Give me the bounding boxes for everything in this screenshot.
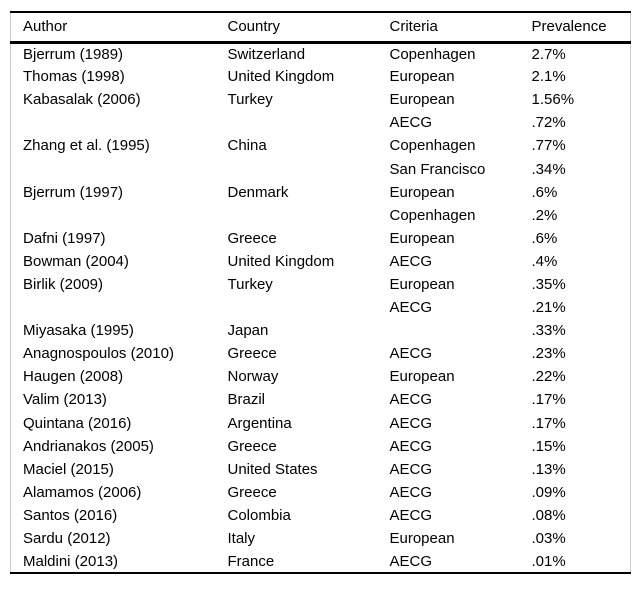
table-row [11,296,631,319]
cell-country: United Kingdom [227,68,335,86]
cell-country: United Kingdom [227,252,335,270]
prevalence-studies-table [10,11,631,574]
column-header-country: Country [227,18,281,36]
cell-prevalence: .17% [531,414,566,432]
cell-criteria: European [389,91,455,109]
cell-prevalence: .03% [531,530,566,548]
cell-prevalence: .34% [531,160,566,178]
cell-author [11,111,216,134]
cell-author: Zhang et al. (1995) [23,137,150,155]
cell-author: Haugen (2008) [23,368,124,386]
table-row [11,42,631,65]
cell-criteria: AECG [389,414,433,432]
cell-criteria: AECG [389,391,433,409]
table-row [11,134,631,157]
table-row [11,273,631,296]
cell-criteria: AECG [389,437,433,455]
table-row [11,435,631,458]
cell-country [216,111,378,134]
cell-author: Bjerrum (1989) [23,45,124,63]
cell-author [11,157,216,180]
cell-author: Bowman (2004) [23,252,129,270]
cell-prevalence: .77% [531,137,566,155]
cell-author: Alamamos (2006) [23,483,142,501]
table-row [11,504,631,527]
table-row [11,527,631,550]
cell-criteria: AECG [389,506,433,524]
cell-prevalence: 1.56% [531,91,575,109]
cell-prevalence: .17% [531,391,566,409]
cell-prevalence: .22% [531,368,566,386]
table-row [11,204,631,227]
cell-prevalence: .21% [531,299,566,317]
cell-prevalence: .13% [531,460,566,478]
table-row [11,65,631,88]
cell-country: France [227,552,275,570]
cell-criteria: Copenhagen [389,45,476,63]
cell-country [216,157,378,180]
cell-criteria: Copenhagen [389,206,476,224]
cell-criteria: European [389,275,455,293]
cell-author [11,204,216,227]
cell-author: Bjerrum (1997) [23,183,124,201]
column-header-author: Author [23,18,68,36]
cell-prevalence: .23% [531,345,566,363]
table-body [11,42,631,573]
cell-prevalence: .33% [531,322,566,340]
cell-country: Japan [227,322,269,340]
cell-criteria: AECG [389,552,433,570]
cell-prevalence: .72% [531,114,566,132]
cell-author: Maldini (2013) [23,552,119,570]
cell-criteria: AECG [389,345,433,363]
table-row [11,481,631,504]
cell-criteria: European [389,183,455,201]
cell-criteria: Copenhagen [389,137,476,155]
table-row [11,388,631,411]
cell-prevalence: .08% [531,506,566,524]
cell-criteria: AECG [389,252,433,270]
cell-country: Greece [227,483,277,501]
cell-criteria: European [389,68,455,86]
cell-author: Dafni (1997) [23,229,106,247]
cell-prevalence: .4% [531,252,558,270]
cell-author: Sardu (2012) [23,530,111,548]
column-header-criteria: Criteria [389,18,438,36]
cell-author: Thomas (1998) [23,68,125,86]
cell-country: Greece [227,229,277,247]
cell-country: Greece [227,437,277,455]
cell-country: Argentina [227,414,292,432]
table-row [11,181,631,204]
cell-country: Turkey [227,275,273,293]
cell-prevalence: 2.7% [531,45,566,63]
cell-country: Italy [227,530,256,548]
cell-country: Denmark [227,183,289,201]
table-row [11,157,631,180]
cell-criteria: San Francisco [389,160,486,178]
cell-author: Maciel (2015) [23,460,114,478]
table-row [11,319,631,342]
cell-author: Santos (2016) [23,506,118,524]
cell-author: Miyasaka (1995) [23,322,134,340]
cell-author [11,296,216,319]
table-row [11,342,631,365]
cell-author: Anagnospoulos (2010) [23,345,174,363]
cell-criteria: European [389,368,455,386]
table-row [11,550,631,573]
cell-prevalence: .6% [531,229,558,247]
cell-prevalence: 2.1% [531,68,566,86]
cell-country [216,204,378,227]
table-row [11,227,631,250]
cell-criteria: European [389,530,455,548]
column-header-prevalence: Prevalence [531,18,607,36]
table-row [11,458,631,481]
table-row [11,88,631,111]
table-row [11,365,631,388]
cell-country: Norway [227,368,279,386]
cell-criteria: AECG [389,483,433,501]
table-row [11,111,631,134]
cell-criteria: AECG [389,460,433,478]
cell-author: Valim (2013) [23,391,107,409]
header-row [11,12,631,42]
cell-country: Turkey [227,91,273,109]
cell-country [216,296,378,319]
cell-prevalence: .2% [531,206,558,224]
cell-country: China [227,137,267,155]
cell-country: United States [227,460,318,478]
cell-author: Kabasalak (2006) [23,91,141,109]
table-header [11,12,631,42]
table-row [11,250,631,273]
cell-country: Switzerland [227,45,306,63]
table-row [11,412,631,435]
cell-criteria: AECG [389,114,433,132]
cell-country: Colombia [227,506,291,524]
cell-author: Quintana (2016) [23,414,132,432]
cell-country: Brazil [227,391,266,409]
cell-criteria: AECG [389,299,433,317]
cell-prevalence: .09% [531,483,566,501]
cell-criteria: European [389,229,455,247]
cell-prevalence: .35% [531,275,566,293]
cell-country: Greece [227,345,277,363]
cell-author: Andrianakos (2005) [23,437,154,455]
cell-criteria [378,319,520,342]
cell-prevalence: .15% [531,437,566,455]
cell-prevalence: .6% [531,183,558,201]
cell-author: Birlik (2009) [23,275,104,293]
cell-prevalence: .01% [531,552,566,570]
